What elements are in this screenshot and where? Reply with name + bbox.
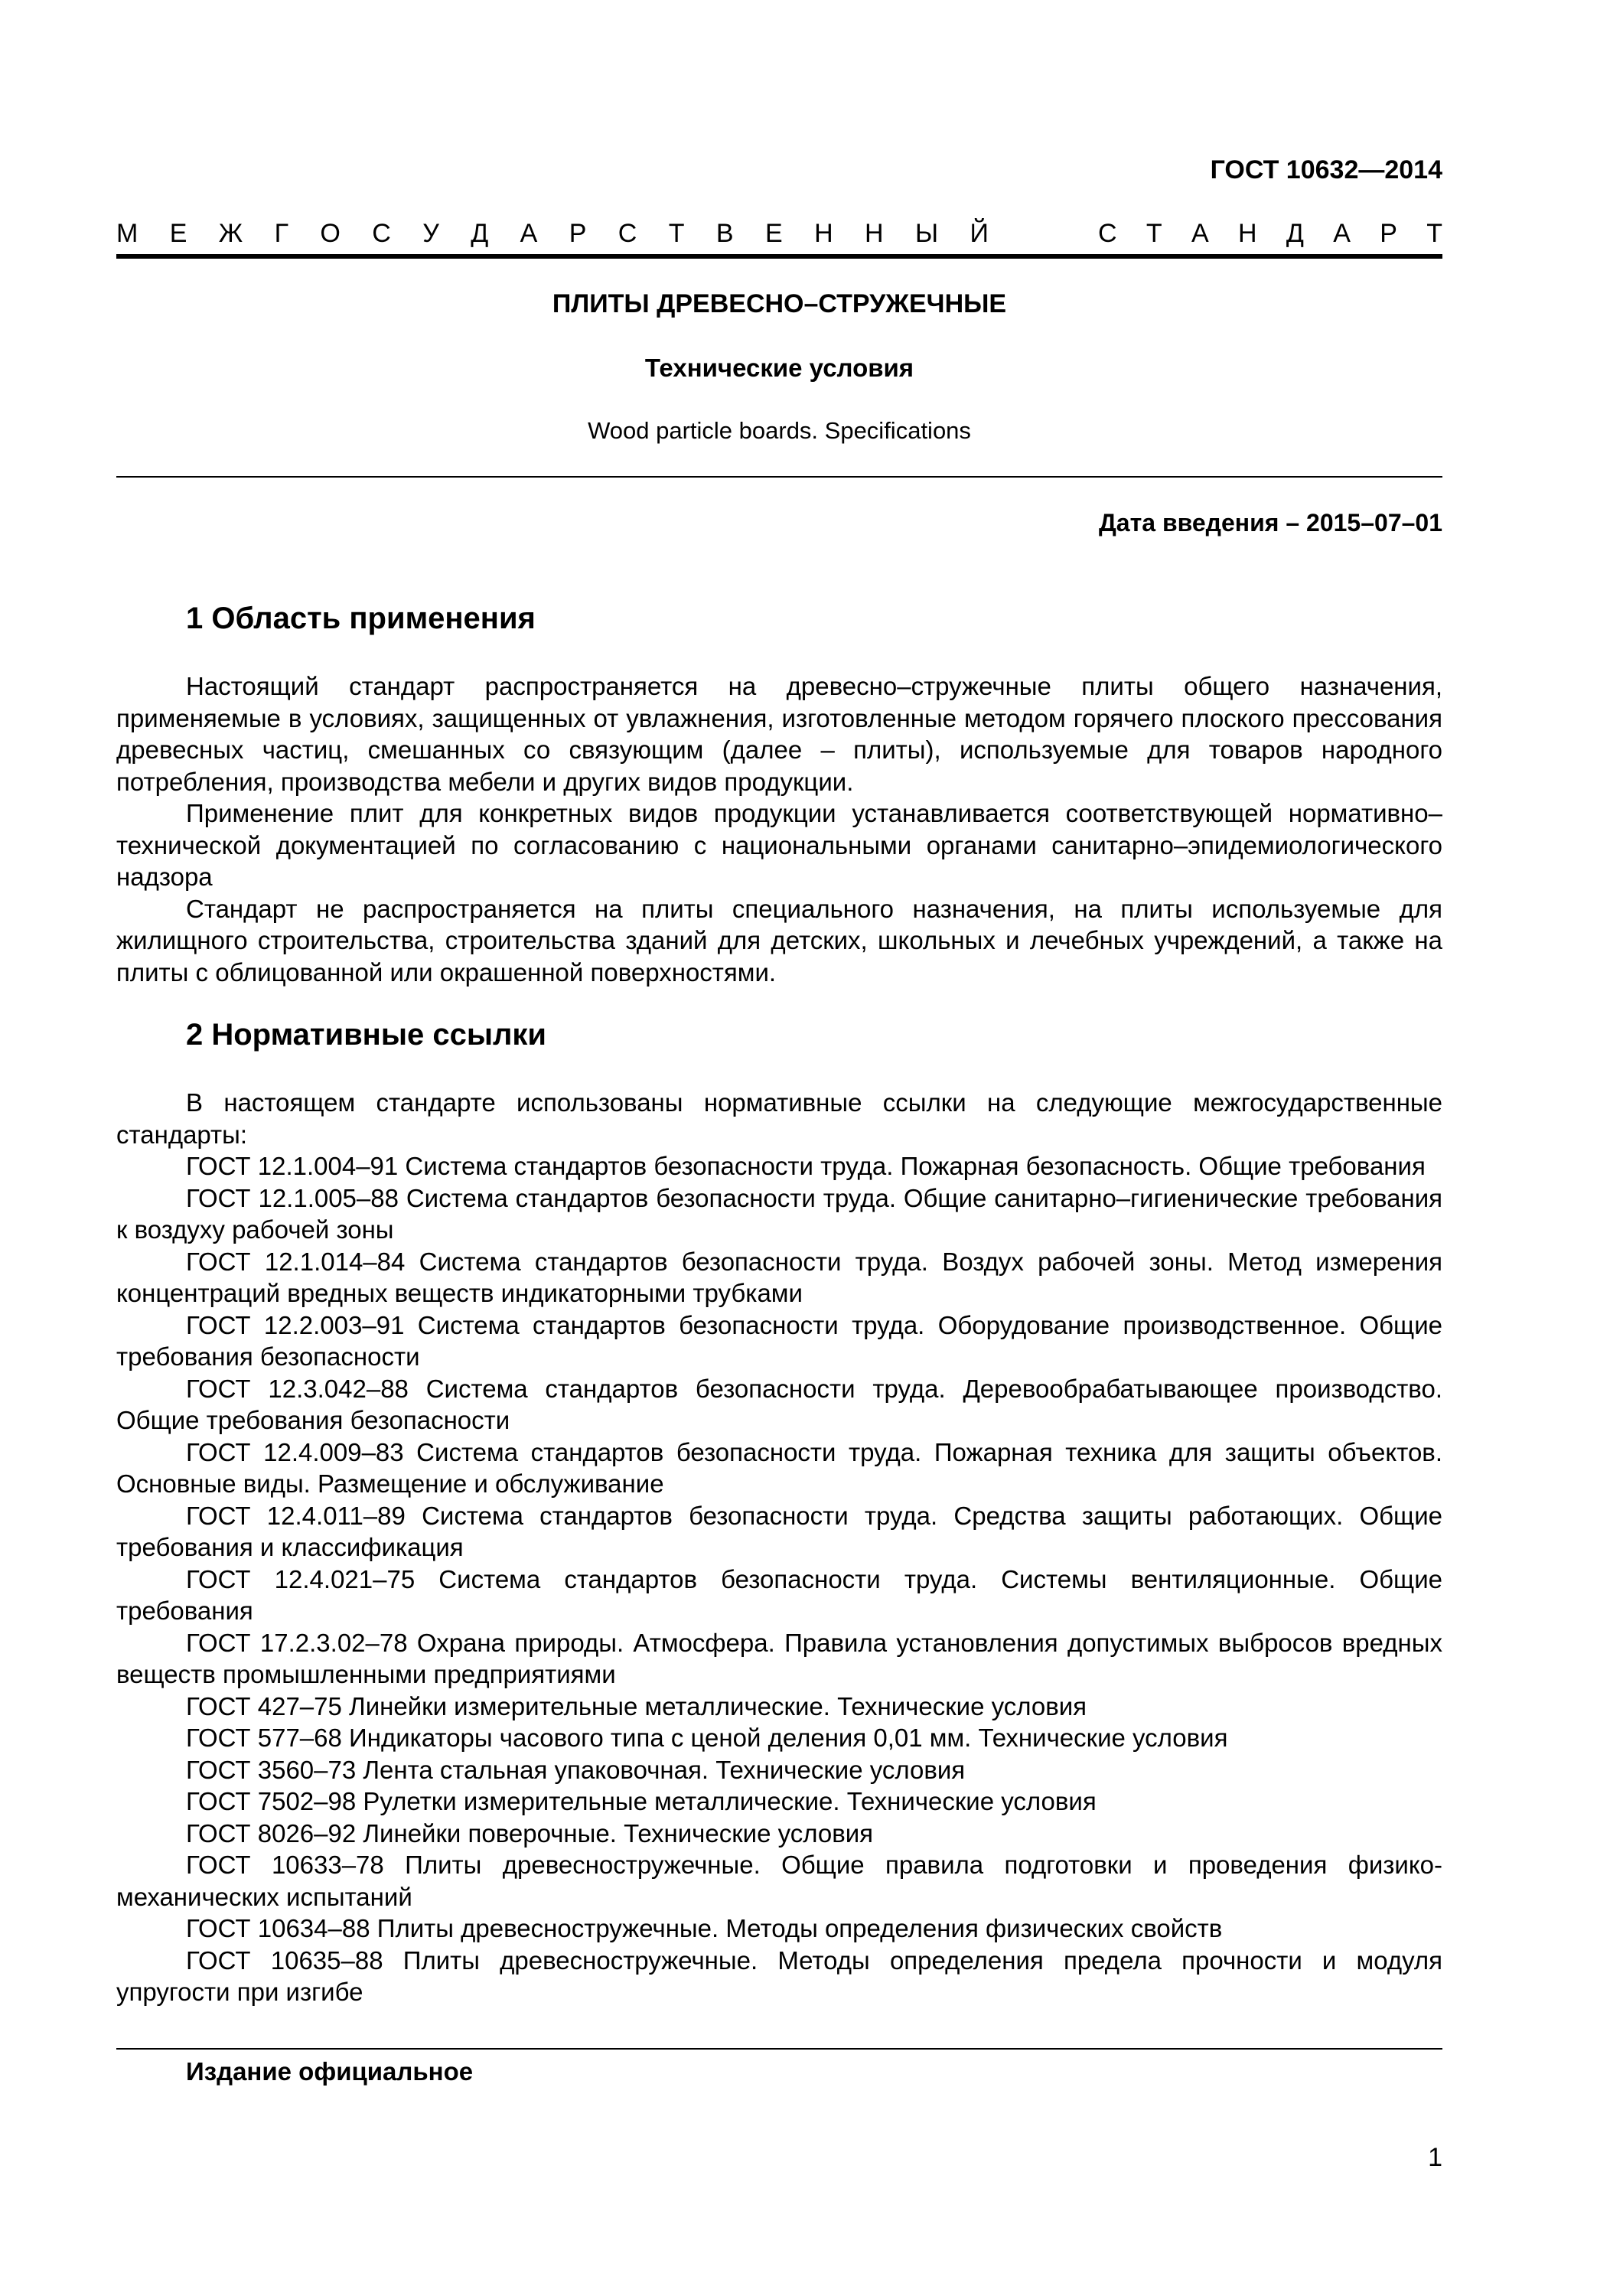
reference-item: ГОСТ 577–68 Индикаторы часового типа с ценой деления 0,01 мм. Технические условия: [186, 1724, 1228, 1752]
banner-letter: Й: [970, 218, 989, 248]
banner-letter: Т: [668, 218, 685, 248]
banner-letter: У: [422, 218, 439, 248]
reference-item: ГОСТ 3560–73 Лента стальная упаковочная. Технические условия: [186, 1755, 966, 1784]
interstate-standard-banner: [116, 217, 1442, 250]
banner-letter: А: [520, 218, 538, 248]
banner-letter: Д: [471, 218, 489, 248]
banner-letter: Ы: [914, 218, 939, 248]
section-1-body: [116, 670, 1442, 988]
banner-letter: С: [1098, 218, 1117, 248]
banner-letter: Р: [569, 218, 587, 248]
banner-letter: Е: [764, 218, 783, 248]
reference-item: ГОСТ 12.4.011–89 Система стандартов безопасности труда. Средства защиты работающих. Общие требования и классификация: [116, 1501, 1442, 1561]
official-edition-label: Издание официальное: [186, 2057, 474, 2086]
document-english-title: Wood particle boards. Specifications: [588, 417, 971, 444]
banner-letter: А: [1191, 218, 1209, 248]
document-subtitle: Технические условия: [644, 354, 914, 382]
reference-item: ГОСТ 12.4.021–75 Система стандартов безопасности труда. Системы вентиляционные. Общие требования: [116, 1564, 1442, 1625]
footer-rule: [116, 2048, 1442, 2050]
reference-item: ГОСТ 17.2.3.02–78 Охрана природы. Атмосфера. Правила установления допустимых выбросов вредных веществ промышленными предприятиями: [116, 1628, 1442, 1688]
banner-letter: С: [372, 218, 391, 248]
title-rule: [116, 476, 1442, 478]
banner-letter: Т: [1426, 218, 1442, 248]
reference-item: ГОСТ 12.2.003–91 Система стандартов безопасности труда. Оборудование производственное. Общие требования безопасности: [116, 1310, 1442, 1371]
banner-letter: Е: [169, 218, 187, 248]
standard-word: [1098, 219, 1442, 249]
section-2-heading: 2 Нормативные ссылки: [186, 1018, 547, 1052]
reference-item: ГОСТ 12.4.009–83 Система стандартов безопасности труда. Пожарная техника для защиты объектов. Основные виды. Размещение и обслуживание: [116, 1437, 1442, 1498]
reference-item: ГОСТ 10634–88 Плиты древесностружечные. Методы определения физических свойств: [186, 1914, 1223, 1942]
banner-letter: Н: [814, 218, 833, 248]
reference-item: ГОСТ 12.1.005–88 Система стандартов безопасности труда. Общие санитарно–гигиенические требования к воздуху рабочей зоны: [116, 1183, 1442, 1244]
paragraph: Стандарт не распространяется на плиты специального назначения, на плиты используемые для жилищного строительства, строительства зданий для детских, школьных и лечебных учреждений, а также на плиты с облицованной или окрашенной поверхностями.: [116, 894, 1442, 987]
header-rule: [116, 254, 1442, 259]
banner-letter: Т: [1146, 218, 1162, 248]
banner-letter: Н: [1237, 218, 1257, 248]
introduction-date: Дата введения – 2015–07–01: [1099, 509, 1442, 536]
reference-item: ГОСТ 10635–88 Плиты древесностружечные. Методы определения предела прочности и модуля упругости при изгибе: [116, 1945, 1442, 2006]
reference-item: ГОСТ 10633–78 Плиты древесностружечные. Общие правила подготовки и проведения физико-механических испытаний: [116, 1851, 1442, 1911]
section-1-heading: 1 Область применения: [186, 602, 536, 635]
banner-letter: Д: [1286, 218, 1304, 248]
document-title: ПЛИТЫ ДРЕВЕСНО–СТРУЖЕЧНЫЕ: [552, 289, 1007, 318]
reference-item: ГОСТ 7502–98 Рулетки измерительные металлические. Технические условия: [186, 1787, 1097, 1815]
banner-letter: М: [116, 218, 139, 248]
banner-letter: А: [1333, 218, 1351, 248]
banner-letter: С: [618, 218, 637, 248]
reference-item: ГОСТ 12.1.014–84 Система стандартов безопасности труда. Воздух рабочей зоны. Метод измерения концентраций вредных веществ индикаторными трубками: [116, 1247, 1442, 1307]
section-2-body: [116, 1087, 1442, 2008]
paragraph: Применение плит для конкретных видов продукции устанавливается соответствующей нормативно–технической документацией по согласованию с национальными органами санитарно–эпидемиологического надзора: [116, 799, 1442, 891]
page-number: 1: [1428, 2143, 1442, 2172]
interstate-word: [116, 219, 989, 249]
banner-letter: Р: [1380, 218, 1397, 248]
banner-letter: Н: [865, 218, 884, 248]
paragraph: Настоящий стандарт распространяется на древесно–стружечные плиты общего назначения, применяемые в условиях, защищенных от увлажнения, изготовленные методом горячего плоского прессования древесных частиц, смешанных со связующим (далее – плиты), используемые для товаров народного потребления, производства мебели и других видов продукции.: [116, 672, 1442, 796]
reference-item: ГОСТ 427–75 Линейки измерительные металлические. Технические условия: [186, 1691, 1087, 1720]
banner-letter: О: [320, 218, 341, 248]
banner-letter: В: [715, 218, 734, 248]
reference-item: ГОСТ 12.1.004–91 Система стандартов безопасности труда. Пожарная безопасность. Общие требования: [186, 1152, 1426, 1180]
reference-item: ГОСТ 8026–92 Линейки поверочные. Технические условия: [186, 1818, 874, 1848]
document-code: ГОСТ 10632—2014: [1210, 155, 1442, 184]
paragraph: В настоящем стандарте использованы нормативные ссылки на следующие межгосударственные стандарты:: [116, 1088, 1442, 1149]
banner-letter: Г: [274, 218, 289, 248]
reference-item: ГОСТ 12.3.042–88 Система стандартов безопасности труда. Деревообрабатывающее производство. Общие требования безопасности: [116, 1374, 1442, 1434]
banner-letter: Ж: [218, 218, 243, 248]
